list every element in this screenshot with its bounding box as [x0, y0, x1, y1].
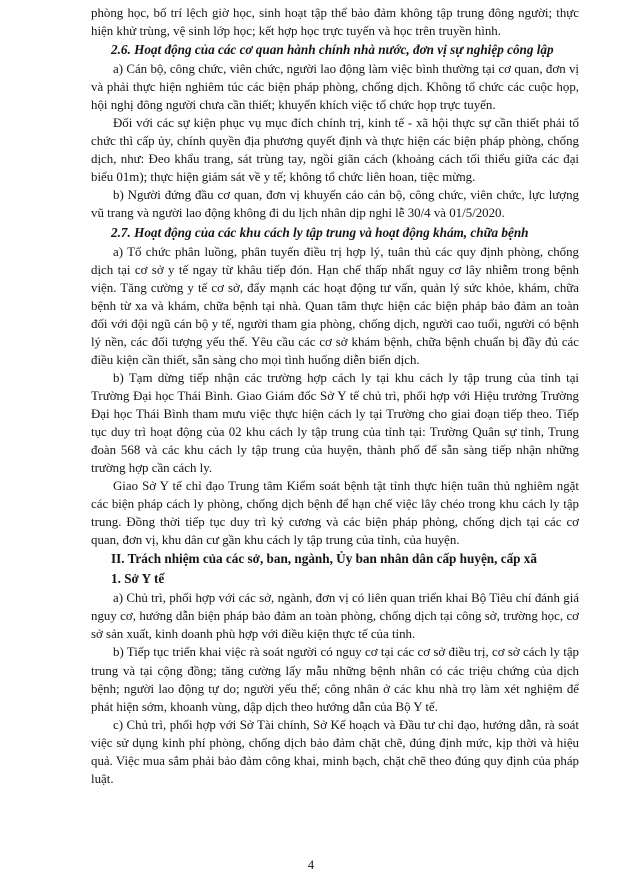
paragraph: a) Tổ chức phân luồng, phân tuyến điều trị hợp lý, tuân thủ các quy định phòng, chống dịch tại cơ sở y tế ngay từ khâu tiếp đón. Hạn chế thấp nhất nguy cơ lây nhiễm trong bệnh viện. Tăng cường y tế cơ sở, đẩy mạnh các hoạt động tư vấn, quản lý sức khỏe, khám, chữa bệnh từ xa và khám, chữa bệnh tại nhà. Quan tâm thực hiện các biện pháp bảo đảm an toàn đối với đội ngũ cán bộ y tế, người tham gia phòng, chống dịch, người cao tuổi, người có bệnh lý nền, các đối tượng yếu thế. Yêu cầu các cơ sở khám bệnh, chữa bệnh chuẩn bị đầy đủ các điều kiện cần thiết, sẵn sàng cho mọi tình huống diễn biến dịch.: [91, 244, 579, 367]
section-heading-2-6: 2.6. Hoạt động của các cơ quan hành chính nhà nước, đơn vị sự nghiệp công lập: [111, 42, 554, 58]
section-heading-2-7: 2.7. Hoạt động của các khu cách ly tập trung và hoạt động khám, chữa bệnh: [111, 224, 529, 240]
paragraph: Giao Sở Y tế chỉ đạo Trung tâm Kiểm soát bệnh tật tỉnh thực hiện tuân thủ nghiêm ngặt các biện pháp cách ly phòng, chống dịch bệnh để hạn chế việc lây chéo trong khu cách ly tập trung. Đồng thời tiếp tục duy trì kỷ cương và các biện pháp phòng, chống dịch tại các cơ quan, đơn vị, khu dân cư gần khu cách ly tập trung của tỉnh, của huyện.: [91, 479, 579, 548]
paragraph-continuation: phòng học, bố trí lệch giờ học, sinh hoạt tập thể bảo đảm không tập trung đông người; thực hiện khử trùng, vệ sinh lớp học; kết hợp học trực tuyến và học trên truyền hình.: [91, 6, 579, 39]
paragraph: b) Người đứng đầu cơ quan, đơn vị khuyến cáo cán bộ, công chức, viên chức, lực lượng vũ trang và người lao động không đi du lịch nhân dịp nghỉ lễ 30/4 và 01/5/2020.: [91, 188, 579, 221]
paragraph: a) Cán bộ, công chức, viên chức, người lao động làm việc bình thường tại cơ quan, đơn vị và phải thực hiện nghiêm túc các biện pháp phòng, chống dịch. Không tổ chức các cuộc họp, hội nghị đông người chưa cần thiết; khuyến khích việc tổ chức họp trực tuyến.: [91, 62, 579, 113]
section-heading-ii: II. Trách nhiệm của các sở, ban, ngành, Ủy ban nhân dân cấp huyện, cấp xã: [111, 551, 537, 567]
section-heading-so-y-te: 1. Sở Y tế: [111, 571, 165, 587]
document-body: [91, 4, 579, 788]
paragraph: Đối với các sự kiện phục vụ mục đích chính trị, kinh tế - xã hội thực sự cần thiết phải tổ chức thì cấp ủy, chính quyền địa phương quyết định và thực hiện các biện pháp phòng, chống dịch, như: Đeo khẩu trang, sát trùng tay, ngồi giãn cách (khoảng cách tối thiểu giữa các đại biểu 01m); thực hiện giám sát về y tế; không tổ chức liên hoan, tiệc mừng.: [91, 116, 579, 185]
paragraph: a) Chủ trì, phối hợp với các sở, ngành, đơn vị có liên quan triển khai Bộ Tiêu chí đánh giá nguy cơ, hướng dẫn biện pháp bảo đảm an toàn phòng, chống dịch tại công sở, trường học, cơ sở sản xuất, kinh doanh phù hợp với điều kiện thực tế của tỉnh.: [91, 591, 579, 642]
paragraph: b) Tiếp tục triển khai việc rà soát người có nguy cơ tại các cơ sở điều trị, cơ sở cách ly tập trung và tại cộng đồng; tăng cường lấy mẫu những bệnh nhân có các triệu chứng của dịch bệnh; người lao động tự do; người yếu thế; công nhân ở các khu nhà trọ làm xét nghiệm để phát hiện sớm, khoanh vùng, dập dịch theo hướng dẫn của Bộ Y tế.: [91, 645, 579, 714]
paragraph: c) Chủ trì, phối hợp với Sở Tài chính, Sở Kế hoạch và Đầu tư chỉ đạo, hướng dẫn, rà soát việc sử dụng kinh phí phòng, chống dịch bảo đảm chặt chẽ, đúng định mức, kịp thời và hiệu quả. Việc mua sắm phải bảo đảm công khai, minh bạch, chặt chẽ theo đúng quy định của pháp luật.: [91, 717, 579, 786]
page-number: 4: [307, 858, 315, 872]
paragraph: b) Tạm dừng tiếp nhận các trường hợp cách ly tại khu cách ly tập trung của tỉnh tại Trường Đại học Thái Bình. Giao Giám đốc Sở Y tế chủ trì, phối hợp với Hiệu trưởng Trường Đại học Thái Bình tham mưu việc thực hiện cách ly tại Trường cho giai đoạn tiếp theo. Tiếp tục duy trì hoạt động của 02 khu cách ly tập trung của tỉnh tại: Trường Quân sự tỉnh, Trung đoàn 568 và các khu cách ly tập trung của huyện, thành phố để sẵn sàng tiếp nhận những trường hợp cần cách ly.: [91, 370, 579, 476]
